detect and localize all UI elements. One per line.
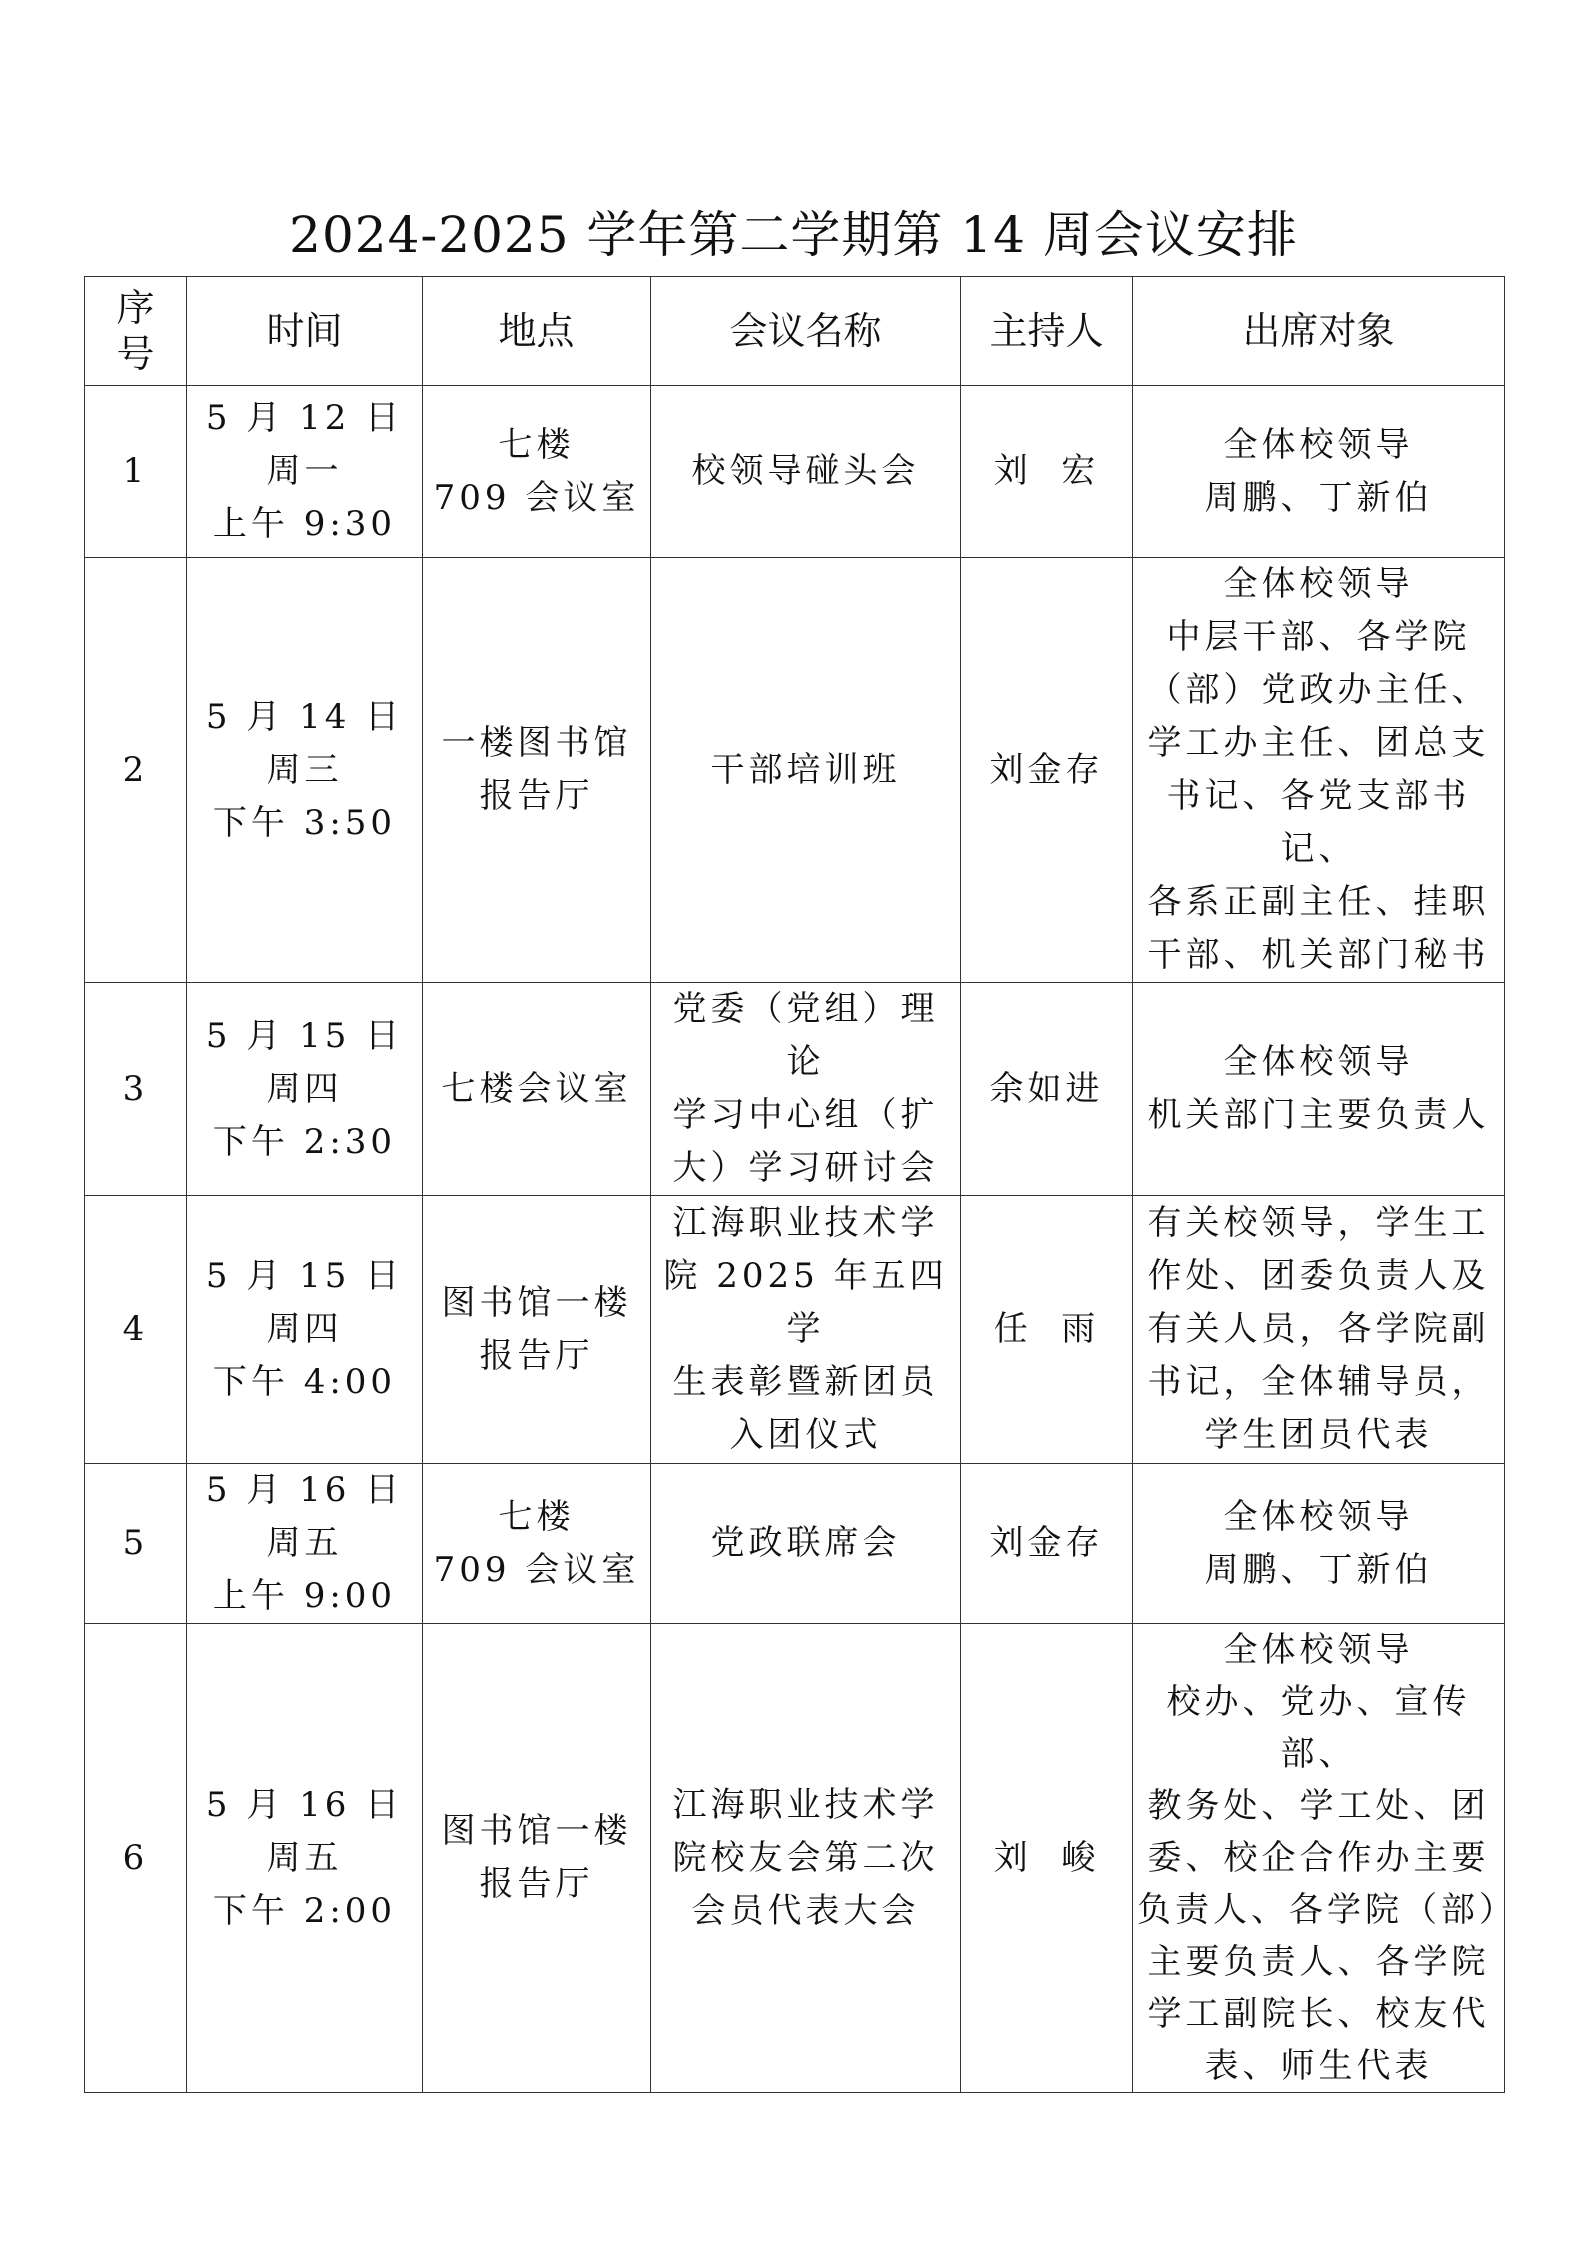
meeting-name: [651, 558, 961, 983]
meeting-attendees: [1133, 983, 1505, 1196]
name-line: 江海职业技术学: [672, 1784, 939, 1825]
time-line: 下午 4:00: [212, 1362, 397, 1402]
attendee-line: 教务处、学工处、团: [1147, 1786, 1490, 1826]
header-time: 时间: [187, 277, 423, 386]
time-line: 下午 2:00: [212, 1890, 397, 1931]
time-line: 5 月 16 日: [205, 1470, 404, 1510]
time-line: 周五: [266, 1837, 343, 1878]
meeting-time: [187, 386, 423, 558]
name-line: 生表彰暨新团员: [672, 1362, 939, 1402]
time-line: 周一: [266, 451, 343, 491]
name-line: 院 2025 年五四学: [663, 1256, 948, 1349]
attendee-line: 学工办主任、团总支: [1147, 723, 1490, 763]
meeting-time: [187, 983, 423, 1196]
attendee-line: 机关部门主要负责人: [1147, 1095, 1490, 1135]
meeting-name: [651, 983, 961, 1196]
meeting-attendees: [1133, 1464, 1505, 1624]
attendee-line: 有关校领导，学生工: [1147, 1203, 1490, 1243]
table-row: [85, 1196, 1505, 1464]
place-line: 709 会议室: [433, 477, 640, 518]
meeting-time: [187, 1196, 423, 1464]
meeting-host: 刘金存: [961, 1464, 1133, 1624]
header-attendees: 出席对象: [1133, 277, 1505, 386]
table-header-row: [85, 277, 1505, 386]
attendee-line: 学工副院长、校友代: [1147, 1994, 1490, 2034]
time-line: 周四: [266, 1068, 343, 1109]
header-no-line: 序: [116, 286, 155, 330]
meeting-host: 刘 峻: [961, 1624, 1133, 2093]
name-line: 院校友会第二次: [672, 1837, 939, 1878]
name-line: 会员代表大会: [691, 1890, 920, 1931]
meeting-host: 刘金存: [961, 558, 1133, 983]
meeting-attendees: [1133, 558, 1505, 983]
header-place: 地点: [423, 277, 651, 386]
meeting-time: [187, 1464, 423, 1624]
header-no-line: 号: [116, 332, 155, 376]
attendee-line: 书记，全体辅导员，: [1147, 1362, 1490, 1402]
table-row: [85, 983, 1505, 1196]
place-line: 图书馆一楼: [441, 1811, 632, 1851]
time-line: 5 月 15 日: [205, 1015, 404, 1056]
row-number: 6: [85, 1624, 187, 2093]
table-row: [85, 1624, 1505, 2093]
time-line: 周五: [266, 1523, 343, 1563]
time-line: 下午 3:50: [212, 802, 397, 843]
page-title: 2024-2025 学年第二学期第 14 周会议安排: [289, 206, 1298, 264]
meeting-name: [651, 1196, 961, 1464]
attendee-line: 周鹏、丁新伯: [1204, 1549, 1433, 1590]
name-line: 江海职业技术学: [672, 1203, 939, 1243]
time-line: 5 月 16 日: [205, 1784, 404, 1825]
meeting-time: [187, 1624, 423, 2093]
time-line: 周三: [266, 749, 343, 790]
table-row: [85, 558, 1505, 983]
attendee-line: 干部、机关部门秘书: [1147, 935, 1490, 975]
name-line: 入团仪式: [729, 1415, 882, 1455]
meeting-attendees: [1133, 1624, 1517, 2093]
place-line: 七楼: [498, 1496, 575, 1537]
meeting-place: [423, 1624, 651, 2093]
name-line: 学习中心组（扩: [672, 1095, 939, 1135]
attendee-line: 全体校领导: [1223, 424, 1414, 465]
place-line: 报告厅: [479, 1864, 594, 1904]
attendee-line: 各系正副主任、挂职: [1147, 882, 1490, 922]
meeting-host: 任 雨: [961, 1196, 1133, 1464]
meeting-place: [423, 386, 651, 558]
place-line: 七楼: [498, 424, 575, 465]
attendee-line: （部）党政办主任、: [1147, 670, 1490, 710]
name-line: 干部培训班: [710, 749, 901, 790]
attendee-line: 全体校领导: [1223, 1630, 1414, 1670]
meeting-place: [423, 1196, 651, 1464]
meeting-place: [423, 1464, 651, 1624]
name-line: 校领导碰头会: [691, 451, 920, 491]
place-line: 一楼图书馆: [441, 723, 632, 763]
meeting-host: 刘 宏: [961, 386, 1133, 558]
attendee-line: 有关人员，各学院副: [1147, 1309, 1490, 1349]
attendee-line: 中层干部、各学院: [1166, 617, 1471, 657]
name-line: 党委（党组）理论: [672, 989, 939, 1082]
meeting-attendees: [1133, 386, 1505, 558]
attendee-line: 周鹏、丁新伯: [1204, 477, 1433, 518]
attendee-line: 全体校领导: [1223, 1496, 1414, 1537]
attendee-line: 书记、各党支部书记、: [1166, 776, 1471, 869]
header-no: [85, 277, 187, 386]
meeting-name: [651, 1464, 961, 1624]
header-host: 主持人: [961, 277, 1133, 386]
place-line: 报告厅: [479, 776, 594, 816]
attendee-line: 全体校领导: [1223, 564, 1414, 604]
row-number: 2: [85, 558, 187, 983]
meeting-place: [423, 983, 651, 1196]
time-line: 5 月 14 日: [205, 696, 404, 737]
attendee-line: 主要负责人、各学院: [1147, 1942, 1490, 1982]
time-line: 上午 9:30: [212, 504, 397, 544]
attendee-line: 委、校企合作办主要: [1147, 1838, 1490, 1878]
attendee-line: 全体校领导: [1223, 1042, 1414, 1082]
attendee-line: 学生团员代表: [1204, 1415, 1433, 1455]
time-line: 下午 2:30: [212, 1121, 397, 1162]
place-line: 709 会议室: [433, 1549, 640, 1590]
time-line: 5 月 15 日: [205, 1256, 404, 1296]
name-line: 大）学习研讨会: [672, 1148, 939, 1188]
place-line: 报告厅: [479, 1335, 594, 1376]
row-number: 4: [85, 1196, 187, 1464]
time-line: 周四: [266, 1309, 343, 1349]
row-number: 3: [85, 983, 187, 1196]
meeting-host: 余如进: [961, 983, 1133, 1196]
header-meeting-name: 会议名称: [651, 277, 961, 386]
row-number: 5: [85, 1464, 187, 1624]
place-line: 图书馆一楼: [441, 1282, 632, 1323]
meeting-time: [187, 558, 423, 983]
name-line: 党政联席会: [710, 1523, 901, 1563]
table-row: [85, 1464, 1505, 1624]
table-row: [85, 386, 1505, 558]
meeting-name: [651, 1624, 961, 2093]
meeting-schedule-table: [84, 276, 1517, 2093]
attendee-line: 表、师生代表: [1204, 2046, 1433, 2086]
place-line: 七楼会议室: [441, 1068, 632, 1109]
meeting-attendees: [1133, 1196, 1505, 1464]
attendee-line: 校办、党办、宣传部、: [1166, 1682, 1471, 1774]
time-line: 5 月 12 日: [205, 398, 404, 438]
meeting-name: [651, 386, 961, 558]
row-number: 1: [85, 386, 187, 558]
attendee-line: 负责人、各学院（部）: [1137, 1890, 1517, 1930]
time-line: 上午 9:00: [212, 1576, 397, 1616]
meeting-place: [423, 558, 651, 983]
attendee-line: 作处、团委负责人及: [1147, 1256, 1490, 1296]
